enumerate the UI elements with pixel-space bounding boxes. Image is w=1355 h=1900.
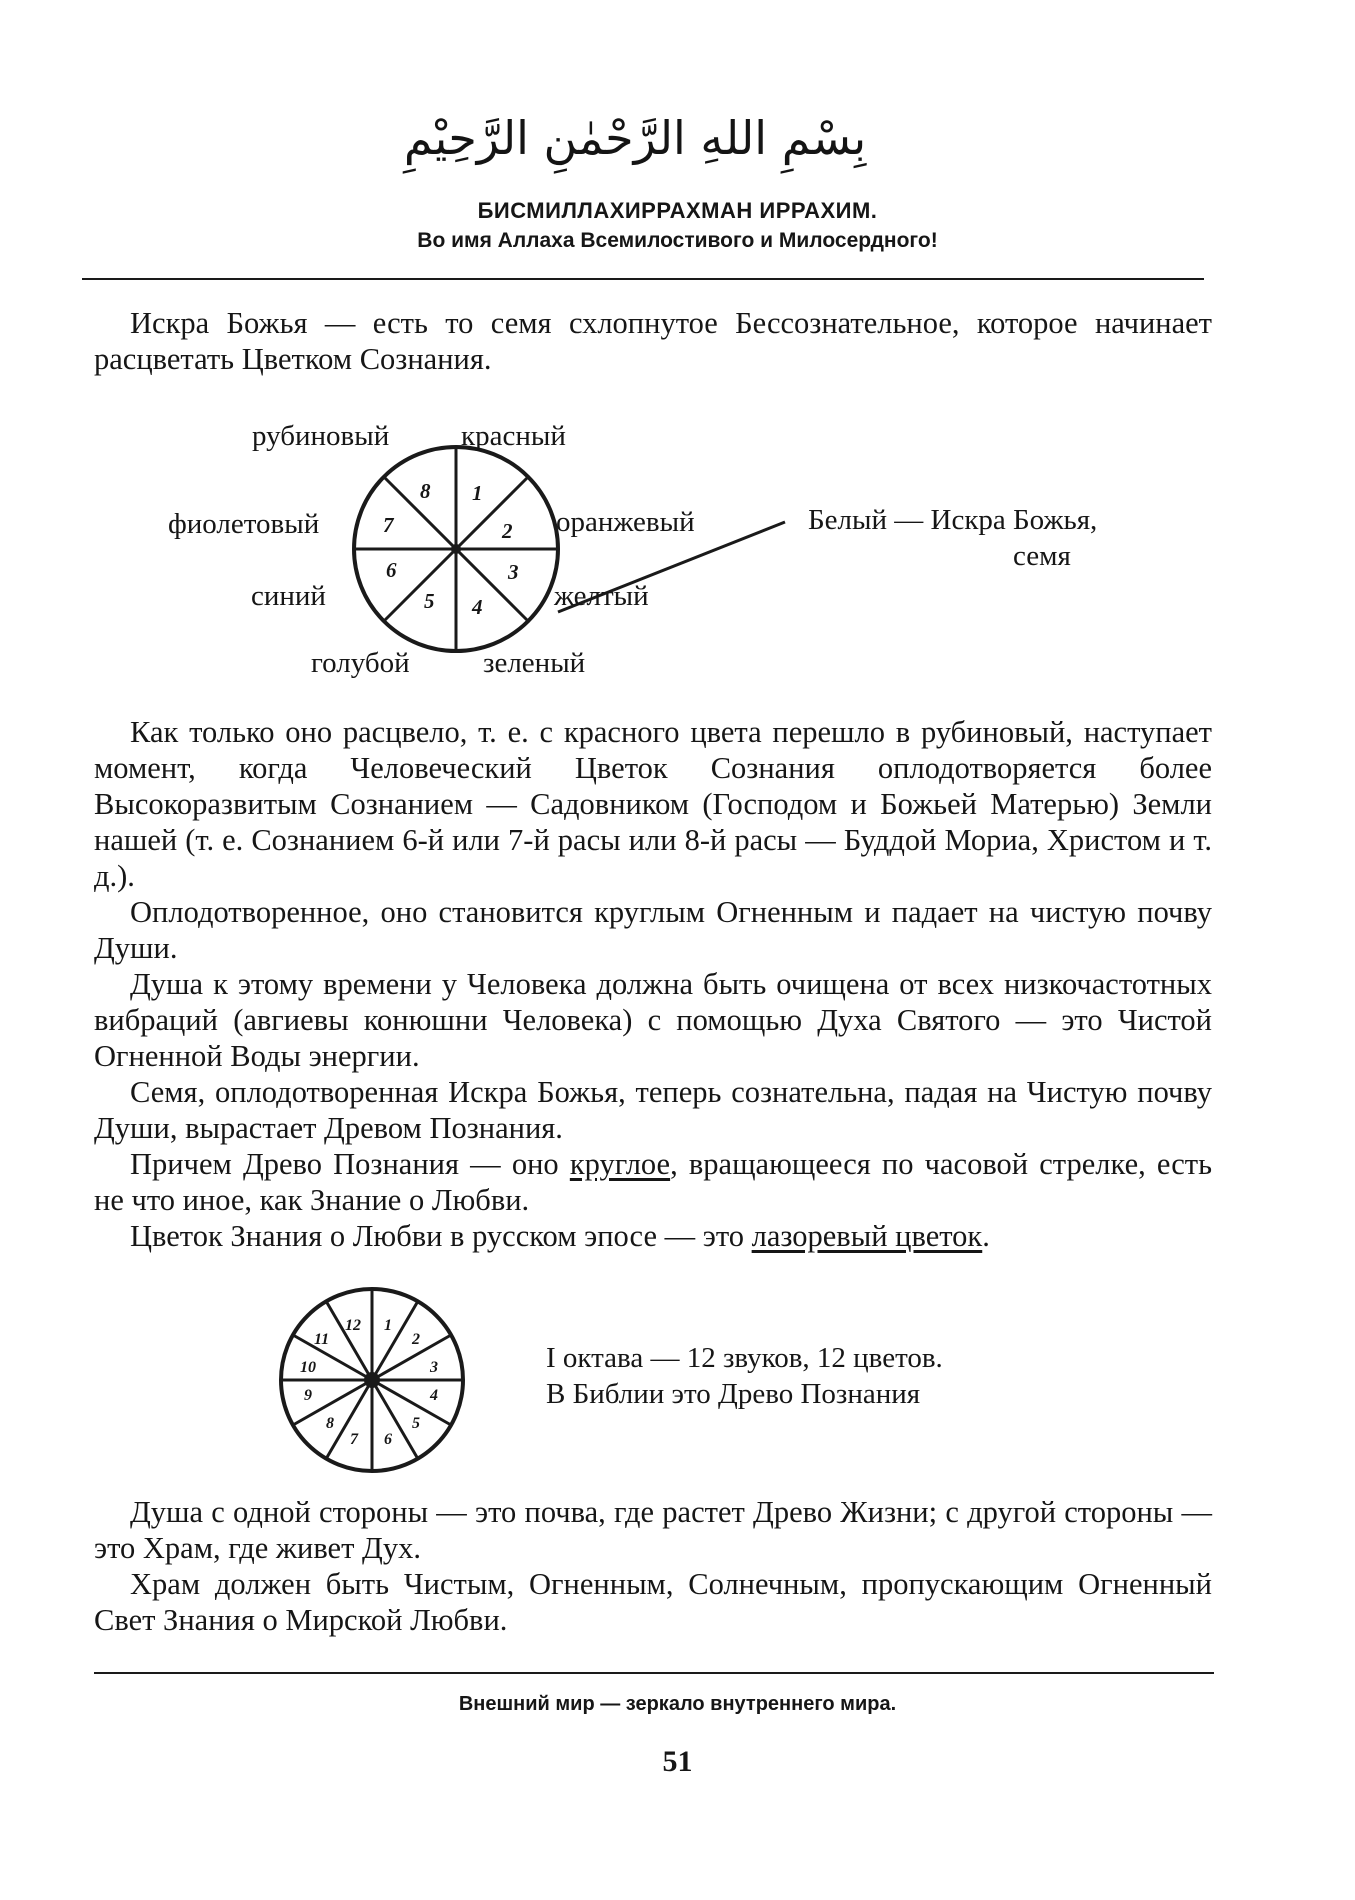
paragraph-blossom: Как только оно расцвело, т. е. с красного цвета перешло в рубиновый, наступает момент, когда Человеческий Цветок Сознания оплодотворяется более Высокоразвитым Сознанием — Садовником (Господом и Божьей Матерью) Земли нашей (т. е. Сознанием 6-й или 7-й расы или 8-й расы — Буддой Мориа, Христом и т. д.).	[94, 715, 1212, 893]
caption-white-spark: Белый — Искра Божья,	[808, 504, 1098, 536]
label-lightblue: голубой	[311, 647, 410, 679]
caption-seed: семя	[1013, 540, 1071, 572]
paragraph-azure-flower: Цветок Знания о Любви в русском эпосе — это лазоревый цветок.	[130, 1219, 990, 1253]
paragraph-soul-cleansed: Душа к этому времени у Человека должна быть очищена от всех низкочастотных вибраций (авгиевы конюшни Человека) с помощью Духа Святого — это Чистой Огненной Воды энергии.	[94, 967, 1212, 1073]
sector-number: 11	[314, 1331, 330, 1348]
svg-text:بِسْمِ اللهِ الرَّحْمٰنِ الرَّ: بِسْمِ اللهِ الرَّحْمٰنِ الرَّحِيْمِ	[403, 111, 867, 165]
paragraph-soul-soil: Душа с одной стороны — это почва, где растет Древо Жизни; с другой стороны — это Храм, где живет Дух.	[94, 1495, 1212, 1565]
label-blue: синий	[251, 580, 326, 612]
eight-sector-wheel	[168, 420, 1097, 679]
sector-number: 8	[326, 1415, 334, 1432]
label-red: красный	[461, 420, 566, 452]
sector-number: 7	[383, 513, 394, 537]
twelve-sector-wheel	[281, 1289, 463, 1471]
sector-number: 5	[424, 589, 435, 613]
footer-divider	[94, 1672, 1214, 1674]
sector-number: 1	[384, 1317, 392, 1334]
page-number: 51	[662, 1745, 693, 1778]
caption-octave: I октава — 12 звуков, 12 цветов.	[546, 1342, 943, 1374]
sector-number: 3	[430, 1359, 438, 1376]
sector-number: 12	[345, 1317, 361, 1334]
label-violet: фиолетовый	[168, 508, 320, 540]
sector-number: 1	[472, 481, 483, 505]
paragraph-tree-of-knowledge: Причем Древо Познания — оно круглое, вращающееся по часовой стрелке, есть не что иное, как Знание о Любви.	[94, 1147, 1212, 1217]
paragraph-intro: Искра Божья — есть то семя схлопнутое Бессознательное, которое начинает расцветать Цветком Сознания.	[94, 306, 1212, 376]
sector-number: 8	[420, 479, 431, 503]
label-ruby: рубиновый	[252, 420, 390, 452]
underlined-azure-flower: лазоревый цветок	[751, 1219, 983, 1253]
sector-number: 6	[386, 558, 397, 582]
sector-number: 2	[412, 1331, 420, 1348]
underlined-round: круглое	[569, 1147, 671, 1181]
paragraph-seed: Семя, оплодотворенная Искра Божья, теперь сознательна, падая на Чистую почву Души, вырастает Древом Познания.	[94, 1075, 1212, 1145]
caption-bible: В Библии это Древо Познания	[546, 1378, 921, 1410]
label-green: зеленый	[483, 647, 586, 679]
header-title: БИСМИЛЛАХИРРАХМАН ИРРАХИМ.	[477, 198, 878, 223]
header-subtitle: Во имя Аллаха Всемилостивого и Милосердного!	[417, 229, 938, 252]
paragraph-fertilized: Оплодотворенное, оно становится круглым Огненным и падает на чистую почву Души.	[94, 895, 1212, 965]
wheel-center-seed	[451, 544, 461, 554]
sector-number: 9	[304, 1387, 312, 1404]
sector-number: 6	[384, 1431, 392, 1448]
sector-number: 4	[472, 595, 483, 619]
sector-number: 4	[430, 1387, 438, 1404]
paragraph-temple: Храм должен быть Чистым, Огненным, Солнечным, пропускающим Огненный Свет Знания о Мирской Любви.	[94, 1567, 1212, 1637]
sector-number: 7	[350, 1431, 358, 1448]
sector-number: 3	[508, 560, 519, 584]
sector-number: 2	[502, 519, 513, 543]
label-orange: оранжевый	[556, 506, 695, 538]
sector-number: 5	[412, 1415, 420, 1432]
wheel-center-seed	[364, 1372, 380, 1388]
sector-number: 10	[300, 1359, 316, 1376]
label-yellow: желтый	[554, 580, 649, 612]
footer-motto: Внешний мир — зеркало внутреннего мира.	[458, 1693, 897, 1715]
